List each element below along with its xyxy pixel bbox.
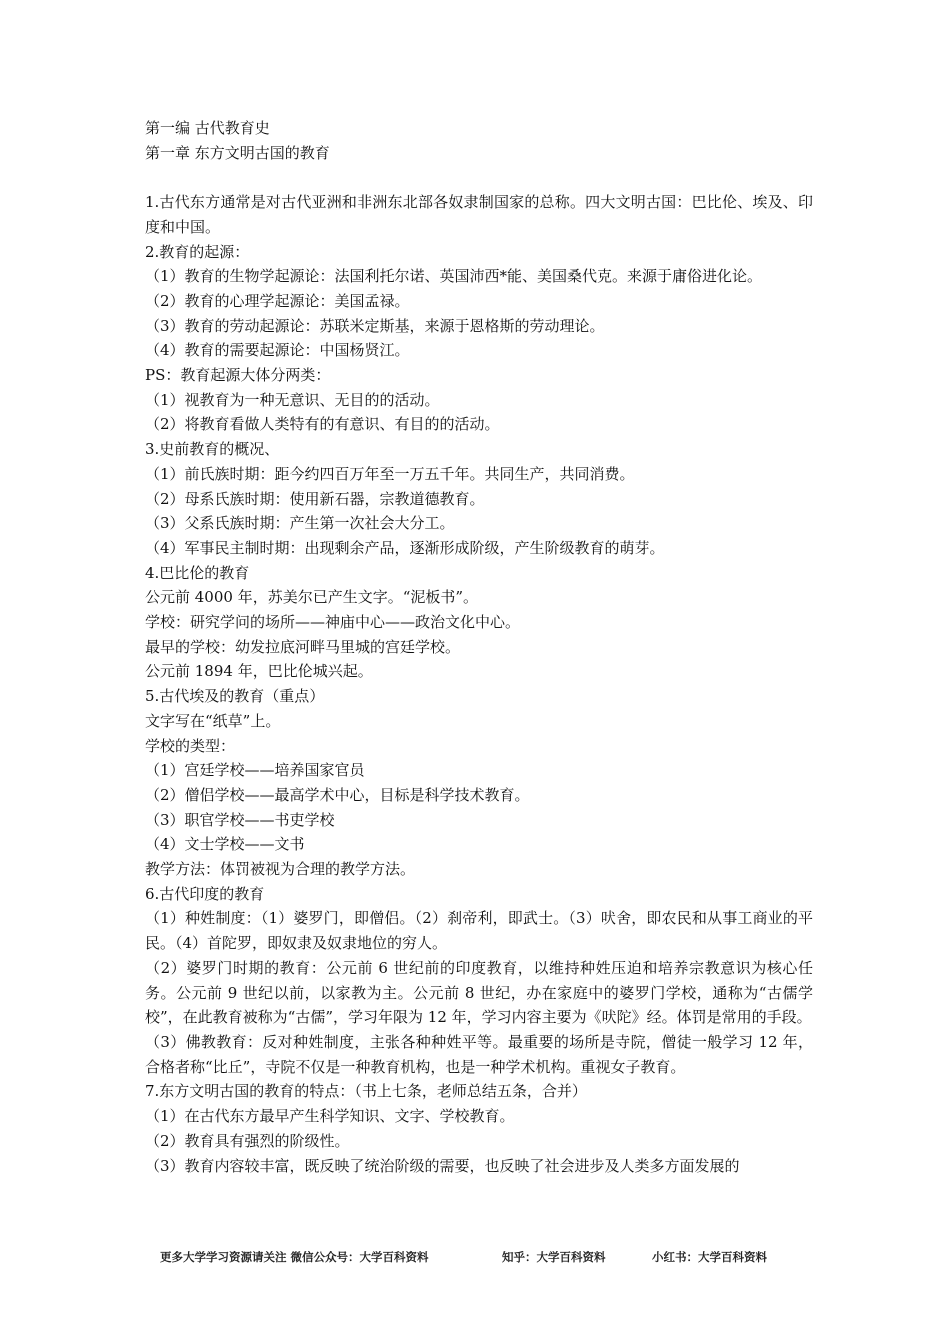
text-line: 公元前 1894 年，巴比伦城兴起。 [145, 662, 373, 681]
text-line: 4.巴比伦的教育 [145, 563, 250, 582]
part-title: 第一编 古代教育史 [145, 119, 270, 137]
text-line: （2）教育具有强烈的阶级性。 [145, 1131, 350, 1150]
text-line: （3）职官学校——书吏学校 [145, 810, 335, 829]
chapter-title: 第一章 东方文明古国的教育 [145, 143, 330, 162]
text-line: （2）将教育看做人类特有的有意识、有目的的活动。 [145, 415, 500, 434]
text-line: 3.史前教育的概况、 [145, 440, 280, 459]
text-line: 6.古代印度的教育 [145, 884, 265, 903]
text-line: 学校的类型： [145, 736, 236, 755]
text-line: 公元前 4000 年，苏美尔已产生文字。“泥板书”。 [145, 588, 479, 607]
text-line: （1）教育的生物学起源论：法国利托尔诺、英国沛西*能、美国桑代克。来源于庸俗进化论。 [145, 267, 763, 286]
text-line: （4）教育的需要起源论：中国杨贤江。 [145, 341, 410, 360]
text-line: （2）母系氏族时期：使用新石器，宗教道德教育。 [145, 489, 485, 508]
paragraph: （3）佛教教育：反对种姓制度，主张各种种姓平等。最重要的场所是寺院，僧徒一般学习 12 年，合格者称“比丘”，寺院不仅是一种教育机构，也是一种学术机构。重视女子教育。 [145, 1033, 813, 1076]
text-line: 最早的学校：幼发拉底河畔马里城的宫廷学校。 [145, 637, 461, 656]
text-lines [145, 190, 813, 1178]
text-line: 2.教育的起源： [145, 242, 250, 261]
text-line: （3）教育内容较丰富，既反映了统治阶级的需要，也反映了社会进步及人类多方面发展的 [145, 1156, 740, 1175]
text-line: （3）教育的劳动起源论：苏联米定斯基，来源于恩格斯的劳动理论。 [145, 316, 605, 335]
text-line: PS：教育起源大体分两类： [145, 366, 331, 385]
text-line: 文字写在“纸草”上。 [145, 711, 281, 730]
text-line: 5.古代埃及的教育（重点） [145, 687, 325, 706]
document-body [145, 116, 813, 1178]
text-line: （1）前氏族时期：距今约四百万年至一万五千年。共同生产，共同消费。 [145, 464, 635, 483]
footer-xiaohongshu: 小红书：大学百科资料 [652, 1250, 767, 1264]
text-line: （1）宫廷学校——培养国家官员 [145, 761, 365, 780]
text-line: （4）军事民主制时期：出现剩余产品，逐渐形成阶级，产生阶级教育的萌芽。 [145, 538, 665, 557]
paragraph: 1.古代东方通常是对古代亚洲和非洲东北部各奴隶制国家的总称。四大文明古国：巴比伦、埃及、印度和中国。 [145, 193, 813, 236]
footer-wechat: 更多大学学习资源请关注 微信公众号：大学百科资料 [160, 1250, 429, 1264]
text-line: 7.东方文明古国的教育的特点：（书上七条，老师总结五条，合并） [145, 1082, 587, 1101]
paragraph: （2）婆罗门时期的教育：公元前 6 世纪前的印度教育，以维持种姓压迫和培养宗教意识为核心任务。公元前 9 世纪以前，以家教为主。公元前 8 世纪，办在家庭中的婆罗门学校，通称为“古儒学校”，在此教育被称为“古儒”，学习年限为 12 年，学习内容主要为《吠陀》经。体罚是常用的手段。 [145, 958, 813, 1027]
paragraph: （1）种姓制度：（1）婆罗门，即僧侣。（2）刹帝利，即武士。（3）吠舍，即农民和从事工商业的平民。（4）首陀罗，即奴隶及奴隶地位的穷人。 [145, 909, 813, 953]
text-line: （4）文士学校——文书 [145, 835, 305, 854]
footer-zhihu: 知乎：大学百科资料 [502, 1250, 606, 1264]
text-line: 学校：研究学问的场所——神庙中心——政治文化中心。 [145, 613, 521, 632]
text-line: 教学方法：体罚被视为合理的教学方法。 [145, 860, 416, 879]
text-line: （3）父系氏族时期：产生第一次社会大分工。 [145, 514, 455, 533]
spacer [145, 165, 813, 190]
text-line: （2）僧侣学校——最高学术中心，目标是科学技术教育。 [145, 785, 530, 804]
footer [160, 1249, 800, 1267]
text-line: （1）在古代东方最早产生科学知识、文字、学校教育。 [145, 1107, 515, 1126]
text-line: （1）视教育为一种无意识、无目的的活动。 [145, 390, 440, 409]
text-line: （2）教育的心理学起源论：美国孟禄。 [145, 291, 410, 310]
